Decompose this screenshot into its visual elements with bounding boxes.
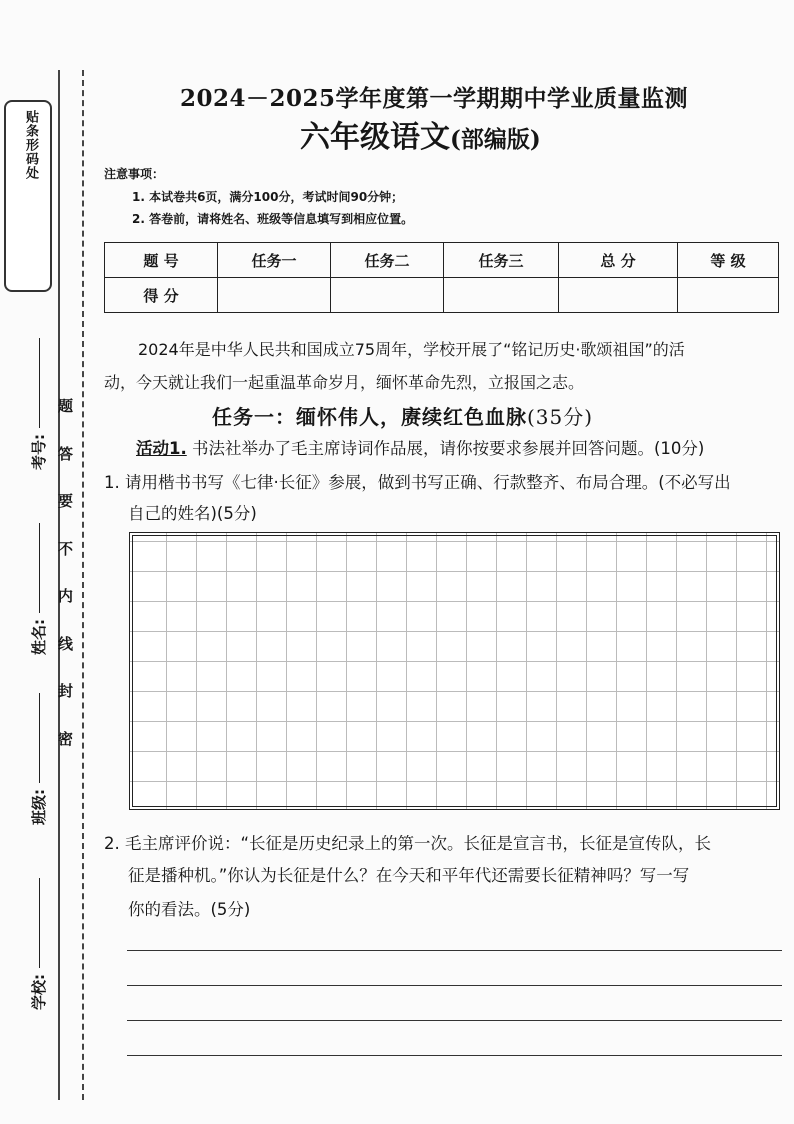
seal-char: 线	[58, 635, 74, 653]
question1-line: 1. 请用楷书书写《七律·长征》参展，做到书写正确、行款整齐、布局合理。(不必写出	[104, 473, 731, 492]
name-field[interactable]: 姓名:	[28, 523, 49, 655]
task1-heading-text: 任务一：缅怀伟人，赓续红色血脉	[212, 405, 527, 429]
calligraphy-answer-grid[interactable]	[129, 532, 780, 810]
score-cell-task2[interactable]	[331, 278, 444, 313]
activity1	[136, 435, 704, 459]
score-cell-task1[interactable]	[218, 278, 331, 313]
seal-char: 答	[58, 445, 74, 463]
answer-line[interactable]	[127, 1020, 782, 1021]
score-row-label: 得 分	[105, 278, 218, 313]
seal-char: 密	[58, 730, 74, 748]
exam-title: 2024－2025学年度第一学期期中学业质量监测	[180, 85, 689, 112]
score-cell-grade[interactable]	[678, 278, 779, 313]
intro-line: 动，今天就让我们一起重温革命岁月，缅怀革命先烈，立报国之志。	[104, 373, 585, 392]
score-table	[104, 242, 779, 313]
score-header-cell: 任务三	[444, 243, 559, 278]
subtitle-edition: (部编版)	[450, 126, 541, 153]
question2-line: 2. 毛主席评价说：“长征是历史纪录上的第一次。长征是宣言书，长征是宣传队，长	[104, 834, 712, 853]
notice-heading: 注意事项：	[104, 167, 165, 181]
score-header-cell: 题 号	[105, 243, 218, 278]
score-header-cell: 任务二	[331, 243, 444, 278]
score-cell-task3[interactable]	[444, 278, 559, 313]
activity1-label: 活动1.	[136, 439, 187, 458]
seal-char: 题	[58, 397, 74, 415]
seal-char: 封	[58, 682, 74, 700]
question1-line: 自己的姓名)(5分)	[128, 504, 257, 523]
score-header-cell: 总 分	[559, 243, 678, 278]
barcode-label: 贴条形码处	[23, 110, 38, 180]
score-table-header-row	[105, 243, 779, 278]
question2-line: 你的看法。(5分)	[128, 900, 251, 919]
score-cell-total[interactable]	[559, 278, 678, 313]
seal-char: 要	[58, 492, 74, 510]
score-header-cell: 等 级	[678, 243, 779, 278]
seal-char: 不	[58, 540, 74, 558]
answer-line[interactable]	[127, 950, 782, 951]
notice-item: 1. 本试卷共6页，满分100分，考试时间90分钟；	[132, 190, 404, 204]
answer-line[interactable]	[127, 985, 782, 986]
score-header-cell: 任务一	[218, 243, 331, 278]
score-table-score-row	[105, 278, 779, 313]
exam-number-field[interactable]: 考号:	[28, 338, 49, 470]
answer-line[interactable]	[127, 1055, 782, 1056]
binding-line-inner	[82, 70, 84, 1100]
activity1-text: 书法社举办了毛主席诗词作品展，请你按要求参展并回答问题。(10分)	[192, 439, 705, 458]
intro-line: 2024年是中华人民共和国成立75周年，学校开展了“铭记历史·歌颂祖国”的活	[138, 340, 685, 359]
school-field[interactable]: 学校:	[28, 878, 49, 1010]
task1-score: (35分)	[527, 405, 594, 429]
question2-line: 征是播种机。”你认为长征是什么？在今天和平年代还需要长征精神吗？写一写	[128, 866, 690, 885]
exam-subtitle	[300, 112, 541, 156]
barcode-area	[4, 100, 52, 292]
class-field[interactable]: 班级:	[28, 693, 49, 825]
seal-char: 内	[58, 587, 74, 605]
subtitle-main: 六年级语文	[300, 120, 450, 155]
notice-item: 2. 答卷前，请将姓名、班级等信息填写到相应位置。	[132, 212, 414, 226]
task1-heading	[212, 401, 593, 430]
